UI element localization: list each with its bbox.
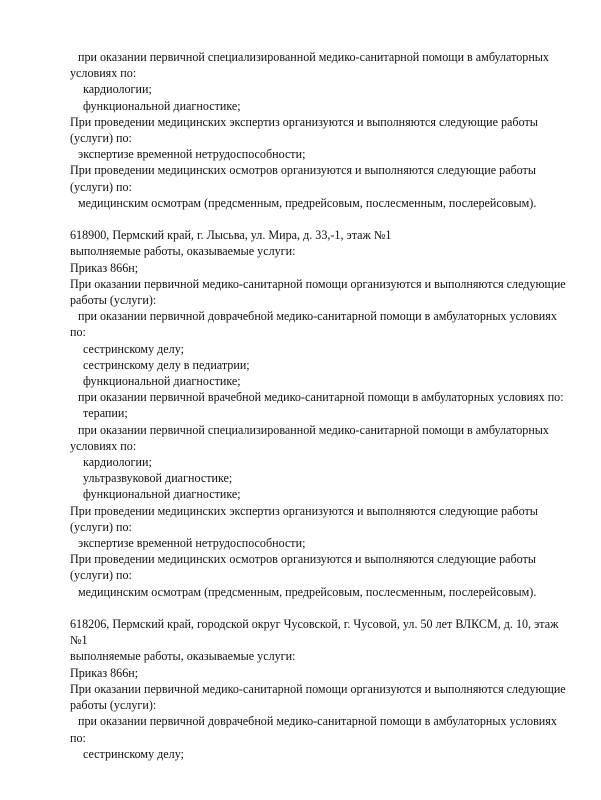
text-line: сестринскому делу;: [83, 746, 184, 761]
text-line: условиях по:: [70, 66, 137, 81]
text-line: 618206, Пермский край, городской округ Чусовской, г. Чусовой, ул. 50 лет ВЛКСМ, д. 10, этаж: [70, 617, 559, 632]
text-line: Приказ 866н;: [70, 665, 139, 680]
text-line: выполняемые работы, оказываемые услуги:: [70, 244, 296, 259]
text-line: экспертизе временной нетрудоспособности;: [78, 536, 306, 551]
text-line: при оказании первичной специализированной медико-санитарной помощи в амбулаторных: [78, 422, 549, 437]
text-line: по:: [70, 730, 86, 745]
text-line: при оказании первичной доврачебной медико-санитарной помощи в амбулаторных условиях: [78, 309, 557, 324]
text-line: терапии;: [83, 406, 128, 421]
text-line: выполняемые работы, оказываемые услуги:: [70, 649, 296, 664]
text-line: работы (услуги):: [70, 293, 157, 308]
text-line: При проведении медицинских экспертиз организуются и выполняются следующие работы: [70, 114, 538, 129]
address-block: [70, 227, 570, 600]
text-line: по:: [70, 325, 86, 340]
paragraph-gap: [70, 600, 570, 616]
text-line: функциональной диагностике;: [83, 487, 241, 502]
text-line: (услуги) по:: [70, 179, 132, 194]
address-block: [70, 616, 570, 762]
text-line: работы (услуги):: [70, 698, 157, 713]
text-line: кардиологии;: [83, 82, 152, 97]
text-line: 618900, Пермский край, г. Лысьва, ул. Мира, д. 33,-1, этаж №1: [70, 228, 392, 243]
text-line: При оказании первичной медико-санитарной помощи организуются и выполняются следующие: [70, 681, 566, 696]
text-line: При проведении медицинских осмотров организуются и выполняются следующие работы: [70, 552, 536, 567]
text-line: медицинским осмотрам (предсменным, предрейсовым, послесменным, послерейсовым).: [78, 195, 537, 210]
text-line: экспертизе временной нетрудоспособности;: [78, 147, 306, 162]
text-line: Приказ 866н;: [70, 260, 139, 275]
text-line: сестринскому делу;: [83, 341, 184, 356]
text-line: (услуги) по:: [70, 131, 132, 146]
text-line: ультразвуковой диагностике;: [83, 471, 233, 486]
text-line: сестринскому делу в педиатрии;: [83, 357, 250, 372]
text-line: функциональной диагностике;: [83, 98, 241, 113]
text-line: (услуги) по:: [70, 519, 132, 534]
text-line: (услуги) по:: [70, 568, 132, 583]
text-line: №1: [70, 633, 88, 648]
text-line: функциональной диагностике;: [83, 374, 241, 389]
document-page: [70, 49, 570, 762]
text-line: при оказании первичной специализированной медико-санитарной помощи в амбулаторных: [78, 50, 549, 64]
text-line: при оказании первичной врачебной медико-санитарной помощи в амбулаторных условиях по:: [78, 390, 564, 405]
text-line: кардиологии;: [83, 455, 152, 470]
text-line: при оказании первичной доврачебной медико-санитарной помощи в амбулаторных условиях: [78, 714, 557, 729]
paragraph-gap: [70, 211, 570, 227]
text-line: При проведении медицинских осмотров организуются и выполняются следующие работы: [70, 163, 536, 178]
text-line: При проведении медицинских экспертиз организуются и выполняются следующие работы: [70, 503, 538, 518]
text-line: условиях по:: [70, 438, 137, 453]
text-line: При оказании первичной медико-санитарной помощи организуются и выполняются следующие: [70, 276, 566, 291]
address-block: [70, 49, 570, 211]
text-line: медицинским осмотрам (предсменным, предрейсовым, послесменным, послерейсовым).: [78, 584, 537, 599]
